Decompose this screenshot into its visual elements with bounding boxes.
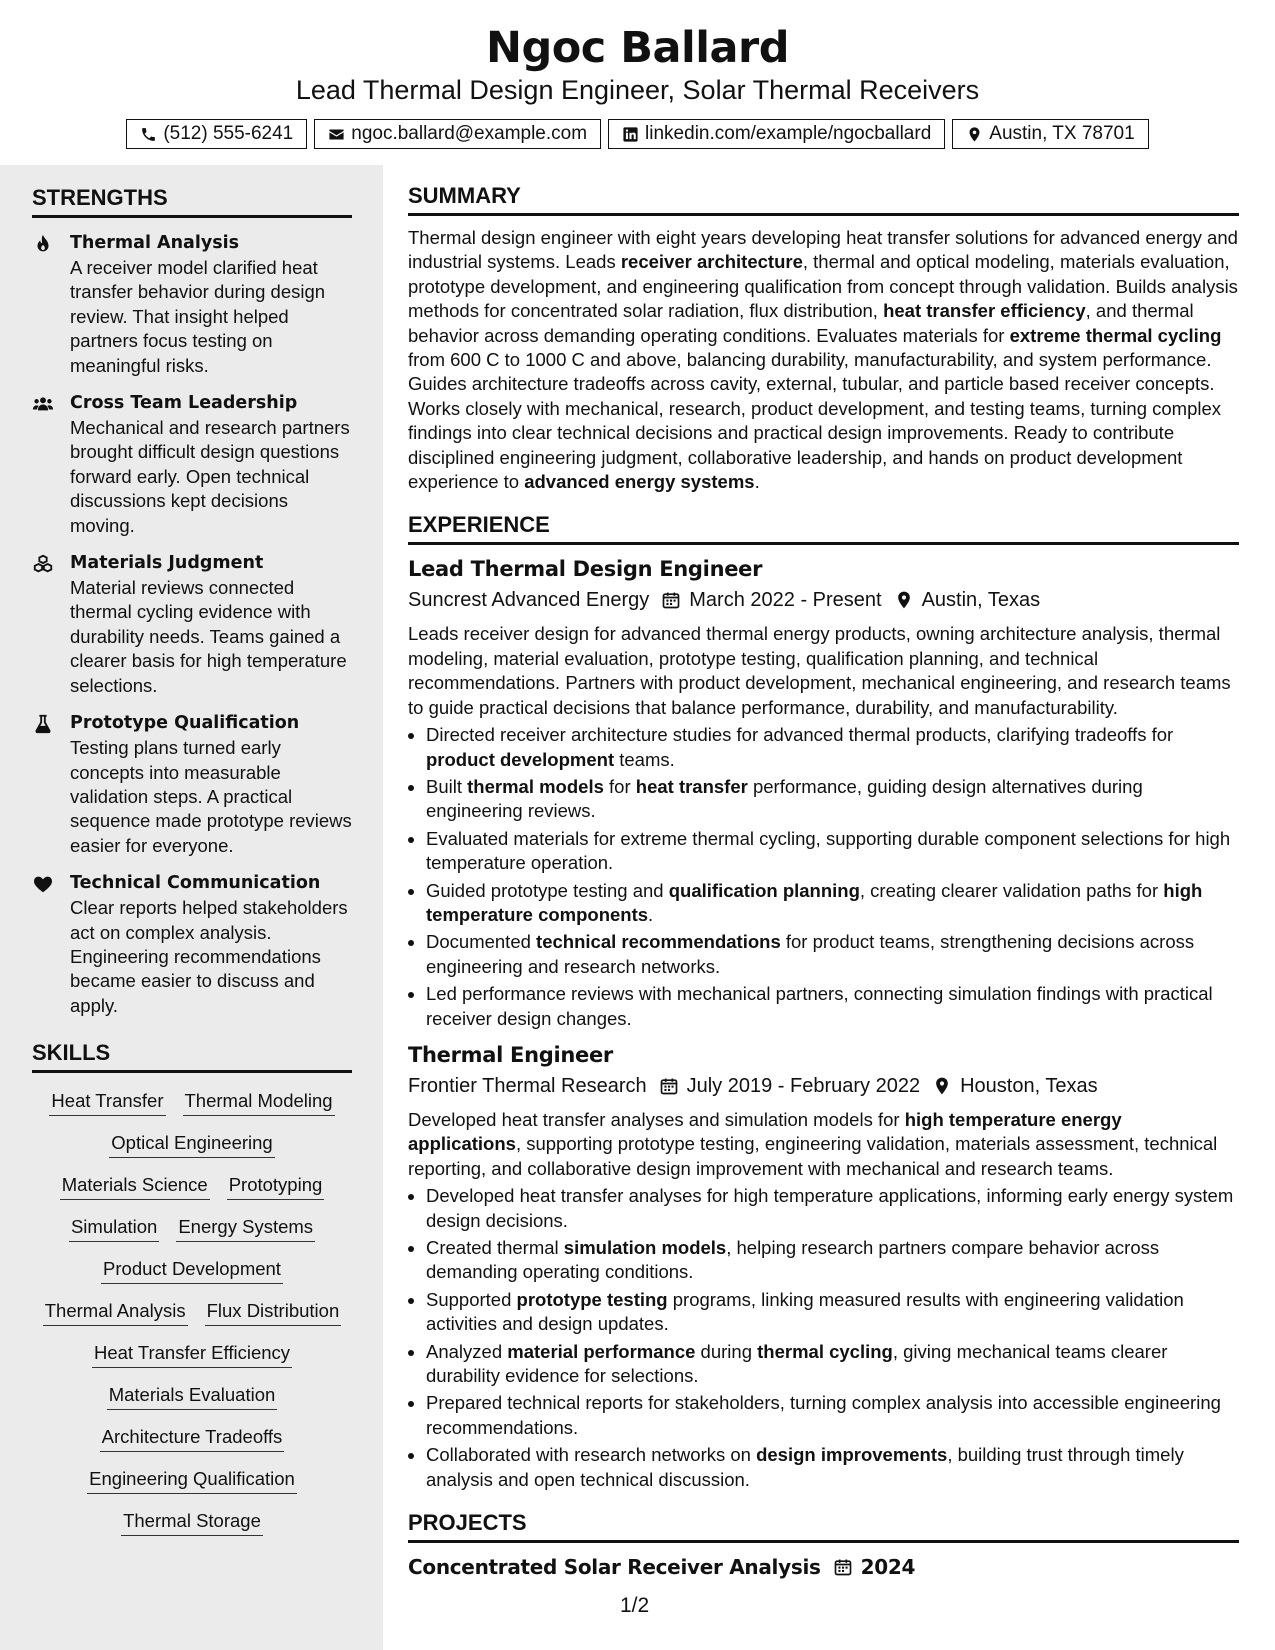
strength-description: Testing plans turned early concepts into measurable validation steps. A practical sequence made prototype reviews easier for everyone. [70,737,352,856]
skill-tag: Architecture Tradeoffs [100,1425,285,1452]
job-description: Developed heat transfer analyses and simulation models for high temperature energy applications, supporting prototype testing, engineering validation, materials assessment, technical reporting, and collaborative design improvement with mechanical and research teams. [408,1108,1218,1179]
experience-list [408,555,1239,1492]
project-entry [408,1553,1239,1581]
job-bullet: • Documented technical recommendations for product teams, strengthening decisions across engineering and research networks. [426,930,1239,979]
job-bullet: • Led performance reviews with mechanical partners, connecting simulation findings with practical receiver design changes. [426,982,1239,1031]
resume-header [0,0,1275,149]
job-bullet: • Collaborated with research networks on design improvements, building trust through timely analysis and open technical discussion. [426,1443,1239,1492]
summary-text: Thermal design engineer with eight years developing heat transfer solutions for advanced energy and industrial systems. Leads receiver architecture, thermal and optical modeling, materials evaluation, prototype development, and engineering qualification from concept through validation. Builds analysis methods for concentrated solar radiation, flux distribution, heat transfer efficiency, and thermal behavior across demanding operating conditions. Evaluates materials for extreme thermal cycling from 600 C to 1000 C and above, balancing durability, manufacturability, and system performance. Guides architecture tradeoffs across cavity, external, tubular, and particle based receiver concepts. Works closely with mechanical, research, product development, and testing teams, turning complex findings into clear technical decisions and practical design improvements. Ready to contribute disciplined engineering judgment, collaborative leadership, and hands on product development experience to advanced energy systems. [408,227,1238,493]
strengths-heading: STRENGTHS [32,185,352,218]
contact-phone[interactable] [126,119,307,149]
skills-list [32,1089,352,1536]
skill-tag: Heat Transfer Efficiency [92,1341,292,1368]
strength-item [32,550,352,698]
candidate-name: Ngoc Ballard [485,23,790,73]
summary-heading: SUMMARY [408,183,1239,216]
phone-text: (512) 555-6241 [163,123,294,144]
heart-icon [32,873,54,895]
strength-name: Thermal Analysis [70,233,240,253]
job-dates: March 2022 - Present [689,589,882,612]
job-bullets [408,1184,1239,1492]
projects-heading: PROJECTS [408,1510,1239,1543]
strengths-list [32,230,352,1018]
job-bullets [408,723,1239,1031]
skill-tag: Simulation [69,1215,159,1242]
experience-heading: EXPERIENCE [408,512,1239,545]
job-bullet: • Prepared technical reports for stakeholders, turning complex analysis into accessible engineering recommendations. [426,1391,1239,1440]
calendar-icon [833,1557,853,1577]
skills-heading: SKILLS [32,1040,352,1073]
job-company: Suncrest Advanced Energy [408,589,650,612]
cubes-icon [32,553,54,575]
calendar-icon [659,1076,679,1096]
map-marker-icon [932,1076,952,1096]
job-meta [408,1072,1239,1100]
sidebar [0,165,383,1650]
users-icon [32,393,54,415]
phone-icon [140,126,157,143]
job-bullet: • Built thermal models for heat transfer performance, guiding design alternatives during engineering reviews. [426,775,1239,824]
strength-item [32,870,352,1018]
location-text: Austin, TX 78701 [989,123,1135,144]
main-content [408,165,1239,1581]
flask-icon [32,713,54,735]
project-year: 2024 [860,1555,916,1580]
candidate-title: Lead Thermal Design Engineer, Solar Thermal Receivers [295,75,980,105]
job-meta [408,586,1239,614]
skill-tag: Thermal Storage [121,1509,263,1536]
linkedin-text: linkedin.com/example/ngocballard [645,123,932,144]
job-dates: July 2019 - February 2022 [686,1074,921,1097]
job-entry [408,555,1239,1031]
job-title: Thermal Engineer [408,1042,613,1067]
job-bullet: • Analyzed material performance during thermal cycling, giving mechanical teams clearer durability evidence for selections. [426,1340,1239,1389]
strength-name: Cross Team Leadership [70,393,298,414]
job-location: Houston, Texas [960,1074,1098,1097]
page-number: 1/2 [620,1594,650,1617]
fire-icon [32,233,54,255]
job-bullet: • Created thermal simulation models, helping research partners compare behavior across demanding operating conditions. [426,1236,1239,1285]
skill-tag: Heat Transfer [49,1089,165,1116]
strength-description: A receiver model clarified heat transfer behavior during design review. That insight helped partners focus testing on meaningful risks. [70,257,326,376]
contact-bar [0,119,1275,149]
skill-tag: Thermal Modeling [183,1089,335,1116]
job-description: Leads receiver design for advanced thermal energy products, owning architecture analysis, thermal modeling, material evaluation, prototype testing, qualification planning, and technical recommendations. Partners with product development, mechanical engineering, and research teams to guide practical decisions that balance performance, durability, and manufacturability. [408,623,1231,718]
skill-tag: Product Development [101,1257,283,1284]
projects-list [408,1553,1239,1581]
strength-name: Prototype Qualification [70,713,300,734]
skill-tag: Materials Evaluation [107,1383,278,1410]
job-bullet: • Supported prototype testing programs, linking measured results with engineering validation activities and design updates. [426,1288,1239,1337]
contact-location[interactable] [952,119,1148,149]
skill-tag: Optical Engineering [109,1131,274,1158]
strength-name: Materials Judgment [70,553,264,574]
strength-name: Technical Communication [70,873,321,894]
job-entry [408,1041,1239,1492]
map-marker-icon [966,126,983,143]
project-title: Concentrated Solar Receiver Analysis [408,1555,821,1580]
strength-description: Material reviews connected thermal cycling evidence with durability needs. Teams gained a clearer basis for high temperature selections. [70,577,347,696]
job-bullet: • Developed heat transfer analyses for high temperature applications, informing early energy system design decisions. [426,1184,1239,1233]
skill-tag: Prototyping [227,1173,325,1200]
strength-description: Clear reports helped stakeholders act on complex analysis. Engineering recommendations became easier to discuss and apply. [70,897,348,1016]
envelope-icon [328,126,345,143]
strength-description: Mechanical and research partners brought difficult design questions forward early. Open technical discussions kept decisions moving. [70,417,350,536]
skill-tag: Materials Science [60,1173,210,1200]
job-title: Lead Thermal Design Engineer [408,557,763,582]
skill-tag: Engineering Qualification [87,1467,297,1494]
strength-item [32,230,352,378]
job-bullet: • Evaluated materials for extreme thermal cycling, supporting durable component selections for high temperature operation. [426,827,1239,876]
calendar-icon [661,590,681,610]
email-text: ngoc.ballard@example.com [351,123,588,144]
skill-tag: Energy Systems [176,1215,315,1242]
skill-tag: Thermal Analysis [43,1299,188,1326]
contact-linkedin[interactable] [608,119,945,149]
linkedin-icon [622,126,639,143]
strength-item [32,710,352,858]
job-bullet: • Directed receiver architecture studies for advanced thermal products, clarifying tradeoffs for product development teams. [426,723,1239,772]
strength-item [32,390,352,538]
skill-tag: Flux Distribution [205,1299,342,1326]
map-marker-icon [894,590,914,610]
contact-email[interactable] [314,119,601,149]
job-location: Austin, Texas [921,589,1041,612]
job-bullet: • Guided prototype testing and qualification planning, creating clearer validation paths for high temperature components. [426,879,1239,928]
job-company: Frontier Thermal Research [408,1074,647,1097]
